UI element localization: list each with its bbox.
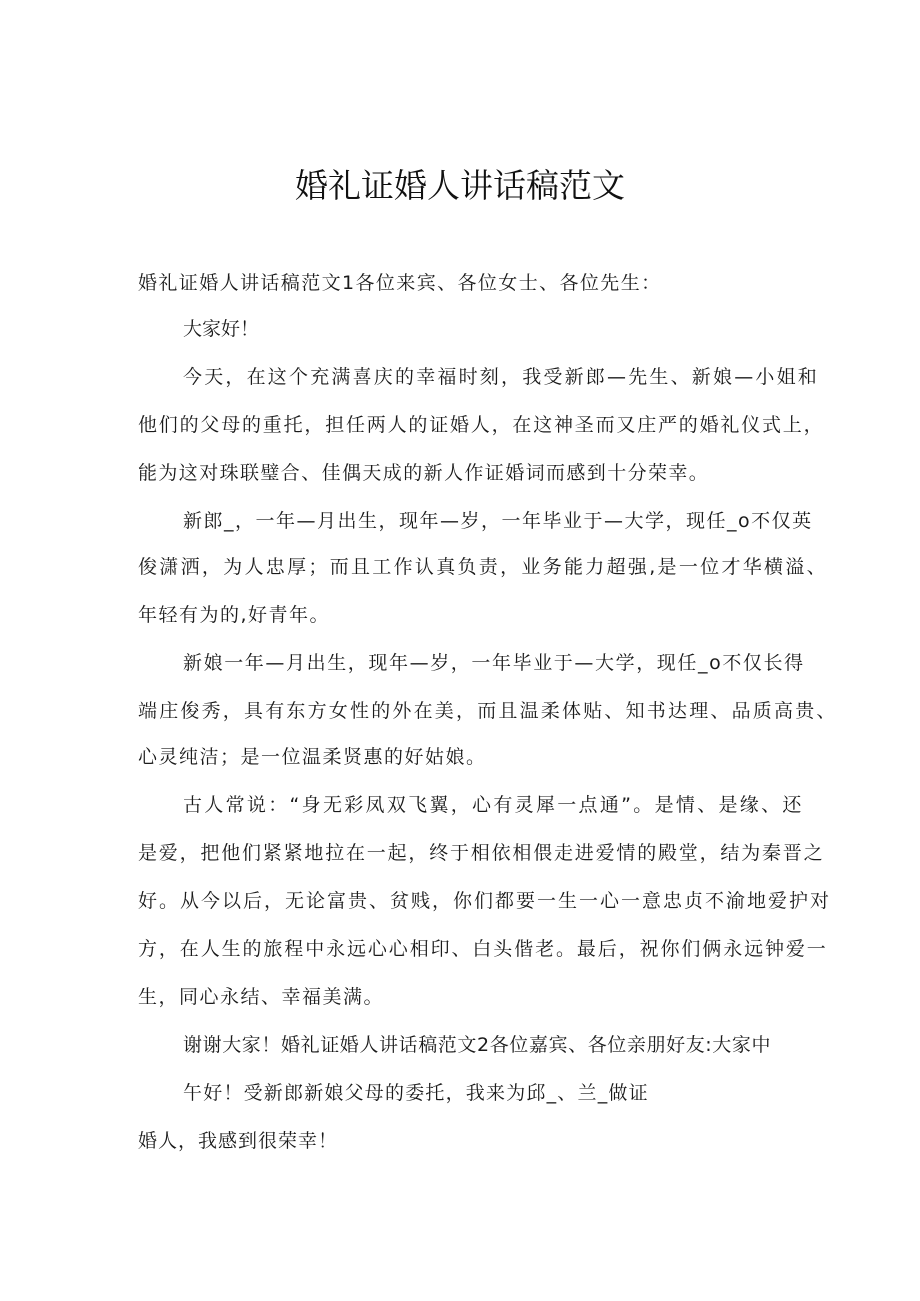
text-line: 今天，在这个充满喜庆的幸福时刻，我受新郎—先生、新娘—小姐和: [183, 366, 820, 388]
text-line: 年轻有为的,好青年。: [138, 604, 331, 626]
text-line: 是爱，把他们紧紧地拉在一起，终于相依相偎走进爱情的殿堂，结为秦晋之: [138, 842, 825, 864]
text-line: 俊潇洒，为人忠厚；而且工作认真负责，业务能力超强,是一位才华横溢、: [138, 556, 828, 578]
text-line: 古人常说：“身无彩凤双飞翼，心有灵犀一点通”。是情、是缘、还: [183, 794, 804, 816]
document-title: 婚礼证婚人讲话稿范文: [295, 166, 625, 205]
text-line: 他们的父母的重托，担任两人的证婚人，在这神圣而又庄严的婚礼仪式上，: [138, 414, 825, 436]
text-line: 方，在人生的旅程中永远心心相印、白头偕老。最后，祝你们俩永远钟爱一: [138, 938, 828, 960]
text-line: 端庄俊秀，具有东方女性的外在美，而且温柔体贴、知书达理、品质高贵、: [138, 700, 838, 722]
text-line: 新郎_，一年—月出生，现年—岁，一年毕业于—大学，现任_o不仅英: [183, 510, 813, 532]
text-line: 谢谢大家！婚礼证婚人讲话稿范文2各位嘉宾、各位亲朋好友:大家中: [183, 1034, 772, 1056]
text-line: 婚礼证婚人讲话稿范文1各位来宾、各位女士、各位先生：: [138, 272, 662, 294]
text-line: 能为这对珠联璧合、佳偶天成的新人作证婚词而感到十分荣幸。: [138, 462, 710, 484]
text-line: 午好！受新郎新娘父母的委托，我来为邱_、兰_做证: [183, 1082, 649, 1104]
text-line: 婚人，我感到很荣幸！: [138, 1130, 339, 1152]
text-line: 大家好！: [183, 318, 260, 340]
text-line: 新娘一年—月出生，现年—岁，一年毕业于—大学，现任_o不仅长得: [183, 652, 805, 674]
text-line: 生，同心永结、幸福美满。: [138, 986, 385, 1008]
text-line: 好。从今以后，无论富贵、贫贱，你们都要一生一心一意忠贞不渝地爱护对: [138, 890, 832, 912]
text-line: 心灵纯洁；是一位温柔贤惠的好姑娘。: [138, 746, 487, 768]
